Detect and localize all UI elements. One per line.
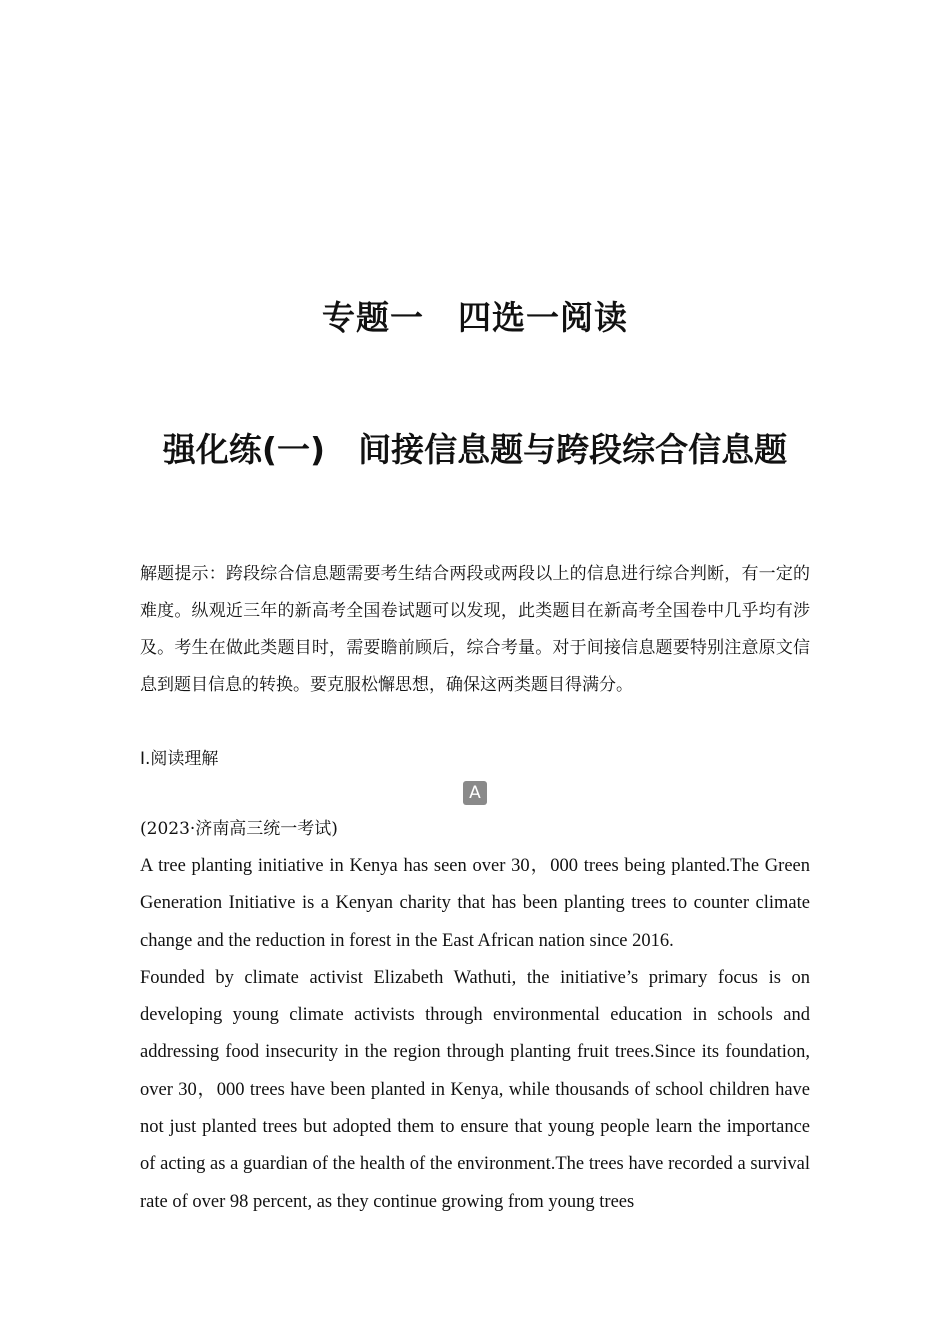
section-heading: Ⅰ.阅读理解 (140, 749, 219, 769)
passage-paragraph-2: Founded by climate activist Elizabeth Wathuti, the initiative’s primary focus is on developing young climate activists through environmental education in schools and addressing food insecurity in the region through planting fruit trees.Since its foundation, over 30，000 trees have been planted in Kenya, while thousands of school children have not just planted trees but adopted them to ensure that young people learn the importance of acting as a guardian of the health of the environment.The trees have recorded a survival rate of over 98 percent, as they continue growing from young trees (140, 967, 810, 1212)
document-title: 专题一 四选一阅读 (322, 298, 628, 337)
passage-source: (2023·济南高三统一考试) (140, 819, 338, 839)
solving-hint (140, 556, 810, 704)
passage-paragraph-1: A tree planting initiative in Kenya has seen over 30，000 trees being planted.The Green Generation Initiative is a Kenyan charity that has been planting trees to counter climate change and the reduction in forest in the East African nation since 2016. (140, 856, 810, 951)
passage-label-badge: A (463, 781, 487, 805)
solving-hint-label: 解题提示： (140, 564, 226, 584)
document-subtitle: 强化练(一) 间接信息题与跨段综合信息题 (162, 430, 788, 469)
solving-hint-text: 跨段综合信息题需要考生结合两段或两段以上的信息进行综合判断，有一定的难度。纵观近三年的新高考全国卷试题可以发现，此类题目在新高考全国卷中几乎均有涉及。考生在做此类题目时，需要瞻前顾后，综合考量。对于间接信息题要特别注意原文信息到题目信息的转换。要克服松懈思想，确保这两类题目得满分。 (140, 564, 810, 695)
passage-body (140, 848, 810, 1221)
